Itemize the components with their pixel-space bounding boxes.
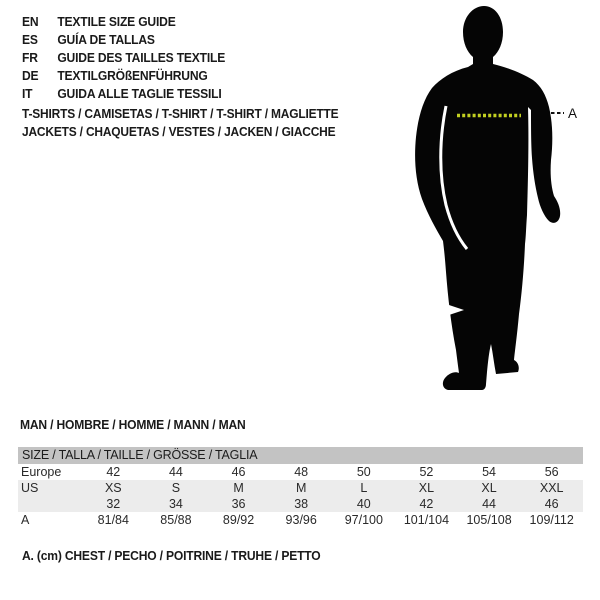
language-code: ES [22,32,38,47]
size-cell: 42 [419,497,434,511]
size-cell: 54 [482,465,497,479]
table-row-a-chest [18,512,583,528]
size-cell: 46 [544,497,559,511]
size-cell: 36 [231,497,246,511]
language-code: EN [22,14,39,29]
language-row [22,31,225,49]
language-label: GUIDE DES TAILLES TEXTILE [57,50,226,65]
size-cell: 97/100 [344,513,383,527]
man-silhouette [415,6,560,390]
size-cell: 52 [419,465,434,479]
row-label: Europe [21,465,62,479]
size-cell: 44 [482,497,497,511]
table-row-us [18,480,583,496]
language-code: FR [22,50,38,65]
size-cell: 56 [544,465,559,479]
category-line-tshirts: T-SHIRTS / CAMISETAS / T-SHIRT / T-SHIRT / MAGLIETTE [22,106,339,121]
row-label: US [21,481,39,495]
language-code: IT [22,86,33,101]
size-cell: 89/92 [222,513,255,527]
size-cell: XL [481,481,497,495]
size-cell: 46 [231,465,246,479]
man-silhouette-figure [400,0,600,405]
language-list [22,13,240,103]
row-label: A [21,513,30,527]
language-label: GUÍA DE TALLAS [57,32,155,47]
table-row-europe [18,464,583,480]
size-table [18,447,583,528]
language-row [22,67,225,85]
section-title-man: MAN / HOMBRE / HOMME / MANN / MAN [20,417,246,432]
language-row [22,13,225,31]
size-cell: 50 [356,465,371,479]
size-cell: 101/104 [403,513,450,527]
size-cell: 40 [356,497,371,511]
category-list [22,105,366,141]
size-cell: XS [104,481,122,495]
language-label: TEXTILE SIZE GUIDE [57,14,176,29]
chest-measure-footnote: A. (cm) CHEST / PECHO / POITRINE / TRUHE / PETTO [22,548,321,563]
language-row [22,85,225,103]
size-cell: 85/88 [160,513,192,527]
size-cell: M [295,481,307,495]
size-cell: 93/96 [285,513,317,527]
size-cell: 81/84 [97,513,129,527]
size-cell: S [171,481,181,495]
language-row [22,49,225,67]
size-cell: 48 [294,465,309,479]
striped-row-band [18,480,583,512]
table-row-unlabeled [18,496,583,512]
size-cell: 34 [168,497,183,511]
size-cell: 38 [294,497,309,511]
size-cell: 42 [106,465,121,479]
size-cell: 105/108 [466,513,512,527]
size-cell: L [360,481,368,495]
size-table-header: SIZE / TALLA / TAILLE / GRÖSSE / TAGLIA [18,447,583,464]
size-cell: 109/112 [529,513,574,527]
language-code: DE [22,68,39,83]
language-label: GUIDA ALLE TAGLIE TESSILI [57,86,222,101]
measurement-label-a: A [568,106,578,121]
language-label: TEXTILGRÖßENFÜHRUNG [57,68,208,83]
size-cell: XXL [539,481,564,495]
size-cell: 32 [106,497,121,511]
size-cell: 44 [168,465,183,479]
size-cell: XL [418,481,435,495]
size-cell: M [233,481,244,495]
category-line-jackets: JACKETS / CHAQUETAS / VESTES / JACKEN / GIACCHE [22,124,336,139]
